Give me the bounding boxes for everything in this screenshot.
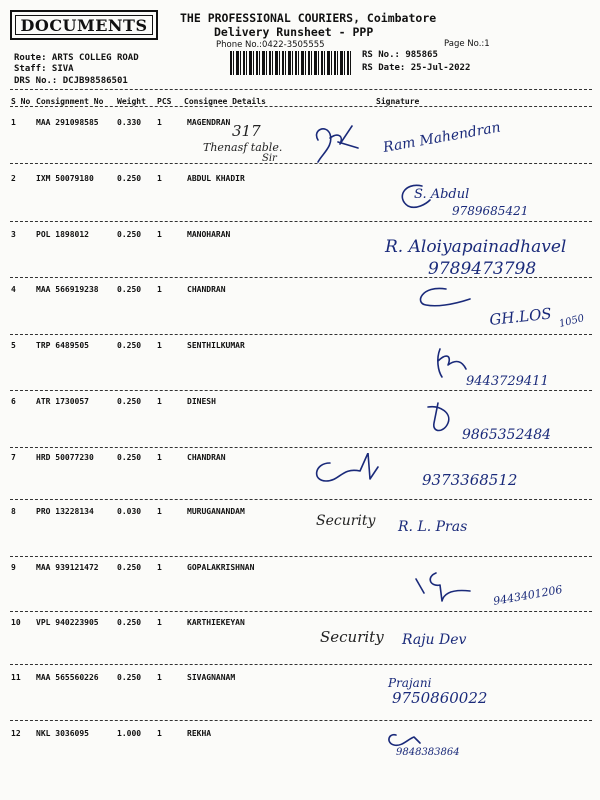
row-sno: 6 <box>11 397 16 406</box>
row-consignee: ABDUL KHADIR <box>187 174 245 183</box>
row-weight: 0.030 <box>117 507 142 516</box>
row-consignee: KARTHIEKEYAN <box>187 618 245 627</box>
row-consignment: HRD 50077230 <box>36 453 94 462</box>
row-consignee: MAGENDRAN <box>187 118 231 127</box>
handwritten-phone: 9750860022 <box>392 689 488 707</box>
signature-stroke <box>389 735 420 746</box>
row-sno: 3 <box>11 230 16 239</box>
signature-stroke <box>428 403 449 431</box>
row-consignment: ATR 1730057 <box>36 397 89 406</box>
row-pcs: 1 <box>157 673 162 682</box>
row-consignment: NKL 3036095 <box>36 729 89 738</box>
table-row <box>0 453 600 509</box>
row-sno: 11 <box>11 673 21 682</box>
signature-stroke <box>438 349 466 377</box>
handwritten-security: Security <box>316 513 376 529</box>
stamp-label: DOCUMENTS <box>15 15 153 35</box>
signature <box>0 230 600 290</box>
signature <box>0 673 600 733</box>
handwritten-phone: 9789473798 <box>428 259 537 279</box>
signature-stroke <box>317 453 378 481</box>
table-row <box>0 618 600 674</box>
row-weight: 0.250 <box>117 563 142 572</box>
row-consignee: CHANDRAN <box>187 285 226 294</box>
handwritten-phone: 9443401206 <box>492 582 564 608</box>
column-header-consignment: Consignment No <box>36 97 104 106</box>
handwritten-name: Raju Dev <box>402 632 467 648</box>
divider <box>10 221 592 222</box>
row-consignment: PRO 13228134 <box>36 507 94 516</box>
handwritten-name: Prajani <box>388 676 432 690</box>
handwritten-name: GH.LOS <box>488 304 553 329</box>
column-header-weight: Weight <box>117 97 146 106</box>
row-weight: 0.330 <box>117 118 142 127</box>
signature <box>0 285 600 345</box>
row-consignment: MAA 939121472 <box>36 563 99 572</box>
row-weight: 1.000 <box>117 729 142 738</box>
signature <box>0 563 600 623</box>
row-pcs: 1 <box>157 230 162 239</box>
handwritten-phone: 9848383864 <box>396 747 460 758</box>
handwritten-phone: 9789685421 <box>452 204 529 218</box>
handwritten-name: Ram Mahendran <box>381 119 502 156</box>
row-sno: 1 <box>11 118 16 127</box>
handwritten-name: S. Abdul <box>414 187 470 202</box>
barcode <box>230 51 352 75</box>
rs-date: RS Date: 25-Jul-2022 <box>362 63 471 73</box>
row-sno: 8 <box>11 507 16 516</box>
divider <box>10 277 592 278</box>
company-name: THE PROFESSIONAL COURIERS, Coimbatore <box>180 11 437 25</box>
documents-stamp <box>10 10 158 40</box>
table-row <box>0 507 600 563</box>
row-weight: 0.250 <box>117 397 142 406</box>
signature <box>0 618 600 678</box>
handwritten-name: R. Aloiyapainadhavel <box>385 237 567 257</box>
divider <box>10 163 592 164</box>
row-consignee: GOPALAKRISHNAN <box>187 563 255 572</box>
row-pcs: 1 <box>157 563 162 572</box>
row-consignment: MAA 565560226 <box>36 673 99 682</box>
row-pcs: 1 <box>157 397 162 406</box>
row-consignment: MAA 566919238 <box>36 285 99 294</box>
signature <box>0 507 600 567</box>
handwritten-note: 1050 <box>558 313 586 330</box>
table-row <box>0 729 600 785</box>
row-consignee: MANOHARAN <box>187 230 231 239</box>
row-pcs: 1 <box>157 729 162 738</box>
signature <box>0 174 600 234</box>
signature-stroke <box>317 126 358 162</box>
handwritten-phone: 9443729411 <box>466 374 549 389</box>
row-consignee: DINESH <box>187 397 216 406</box>
column-header-sno: S No <box>11 97 31 106</box>
signature <box>0 397 600 457</box>
handwritten-note: Thenasf table. <box>203 141 283 154</box>
row-weight: 0.250 <box>117 341 142 350</box>
row-consignee: REKHA <box>187 729 212 738</box>
column-header-pcs: PCS <box>157 97 172 106</box>
handwritten-phone: 9373368512 <box>422 471 518 489</box>
row-pcs: 1 <box>157 507 162 516</box>
handwritten-security: Security <box>320 628 384 646</box>
row-weight: 0.250 <box>117 453 142 462</box>
divider <box>10 390 592 391</box>
row-pcs: 1 <box>157 285 162 294</box>
row-consignee: CHANDRAN <box>187 453 226 462</box>
row-sno: 10 <box>11 618 21 627</box>
drs-number: DRS No.: DCJB98586501 <box>14 76 128 86</box>
divider <box>10 334 592 335</box>
row-sno: 2 <box>11 174 16 183</box>
table-row <box>0 397 600 453</box>
row-pcs: 1 <box>157 453 162 462</box>
signature <box>0 341 600 401</box>
handwritten-note: Sir <box>262 153 277 164</box>
divider <box>10 89 592 90</box>
divider <box>10 611 592 612</box>
route: Route: ARTS COLLEG ROAD <box>14 53 139 63</box>
divider <box>10 720 592 721</box>
row-consignee: MURUGANANDAM <box>187 507 245 516</box>
row-sno: 9 <box>11 563 16 572</box>
signature-stroke <box>416 573 470 601</box>
staff: Staff: SIVA <box>14 64 74 74</box>
table-row <box>0 285 600 341</box>
row-weight: 0.250 <box>117 285 142 294</box>
row-consignment: VPL 940223905 <box>36 618 99 627</box>
row-consignee: SIVAGNANAM <box>187 673 236 682</box>
handwritten-phone: 9865352484 <box>462 427 552 443</box>
divider <box>10 556 592 557</box>
column-header-signature: Signature <box>376 97 420 106</box>
row-sno: 7 <box>11 453 16 462</box>
row-sno: 4 <box>11 285 16 294</box>
signature <box>0 453 600 513</box>
row-sno: 12 <box>11 729 21 738</box>
phone-number: Phone No.:0422-3505555 <box>216 40 325 50</box>
rs-number: RS No.: 985865 <box>362 50 438 60</box>
row-pcs: 1 <box>157 618 162 627</box>
row-consignee: SENTHILKUMAR <box>187 341 245 350</box>
table-row <box>0 118 600 174</box>
row-pcs: 1 <box>157 174 162 183</box>
row-weight: 0.250 <box>117 174 142 183</box>
row-weight: 0.250 <box>117 618 142 627</box>
divider <box>10 664 592 665</box>
row-weight: 0.250 <box>117 230 142 239</box>
divider <box>10 499 592 500</box>
signature <box>0 118 600 178</box>
runsheet-title: Delivery Runsheet - PPP <box>214 25 374 39</box>
signature <box>0 729 600 789</box>
page-number: Page No.:1 <box>444 39 490 49</box>
row-pcs: 1 <box>157 341 162 350</box>
row-sno: 5 <box>11 341 16 350</box>
row-consignment: MAA 291098585 <box>36 118 99 127</box>
handwritten-name: R. L. Pras <box>398 519 468 535</box>
table-row <box>0 341 600 397</box>
row-weight: 0.250 <box>117 673 142 682</box>
row-consignment: TRP 6489505 <box>36 341 89 350</box>
row-consignment: POL 1898012 <box>36 230 89 239</box>
column-header-consignee: Consignee Details <box>184 97 266 106</box>
divider <box>10 106 592 107</box>
handwritten-door-no: 317 <box>232 122 261 140</box>
divider <box>10 447 592 448</box>
row-consignment: IXM 50079180 <box>36 174 94 183</box>
row-pcs: 1 <box>157 118 162 127</box>
signature-stroke <box>420 288 470 305</box>
